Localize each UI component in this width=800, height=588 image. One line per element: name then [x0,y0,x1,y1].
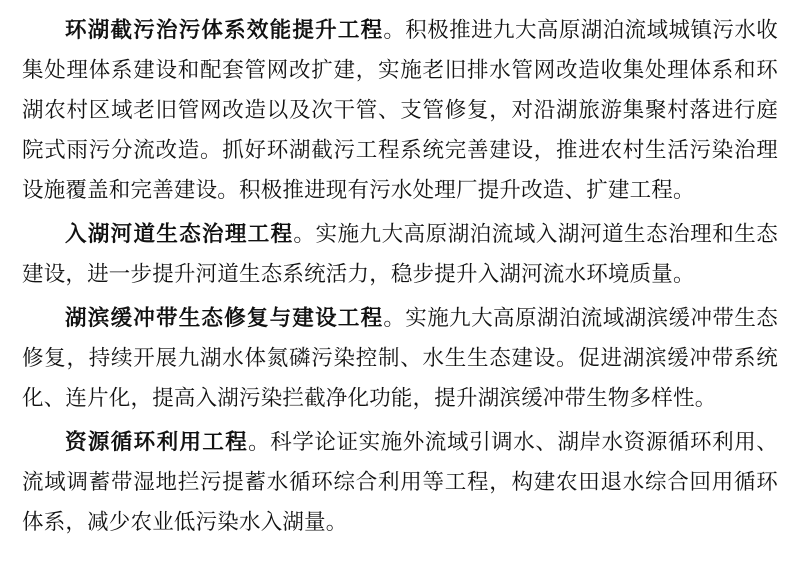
paragraph-text: 。实施九大高原湖泊流域入湖河道生态治理和生态建设，进一步提升河道生态系统活力，稳步提升入湖河流水环境质量。 [22,222,778,286]
paragraph [22,10,778,210]
paragraph-lead: 湖滨缓冲带生态修复与建设工程 [65,306,384,330]
paragraph [22,298,778,418]
paragraph-lead: 资源循环利用工程 [65,430,249,454]
paragraph-lead: 入湖河道生态治理工程 [65,222,294,246]
paragraph [22,422,778,542]
document-body [22,10,778,542]
paragraph-text: 。科学论证实施外流域引调水、湖岸水资源循环利用、流域调蓄带湿地拦污提蓄水循环综合利用等工程，构建农田退水综合回用循环体系，减少农业低污染水入湖量。 [22,430,778,534]
paragraph-text: 。实施九大高原湖泊流域湖滨缓冲带生态修复，持续开展九湖水体氮磷污染控制、水生生态建设。促进湖滨缓冲带系统化、连片化，提高入湖污染拦截净化功能，提升湖滨缓冲带生物多样性。 [22,306,778,410]
paragraph-lead: 环湖截污治污体系效能提升工程 [65,18,384,42]
paragraph [22,214,778,294]
paragraph-text: 。积极推进九大高原湖泊流域城镇污水收集处理体系建设和配套管网改扩建，实施老旧排水管网改造收集处理体系和环湖农村区域老旧管网改造以及次干管、支管修复，对沿湖旅游集聚村落进行庭院式雨污分流改造。抓好环湖截污工程系统完善建设，推进农村生活污染治理设施覆盖和完善建设。积极推进现有污水处理厂提升改造、扩建工程。 [22,18,778,202]
